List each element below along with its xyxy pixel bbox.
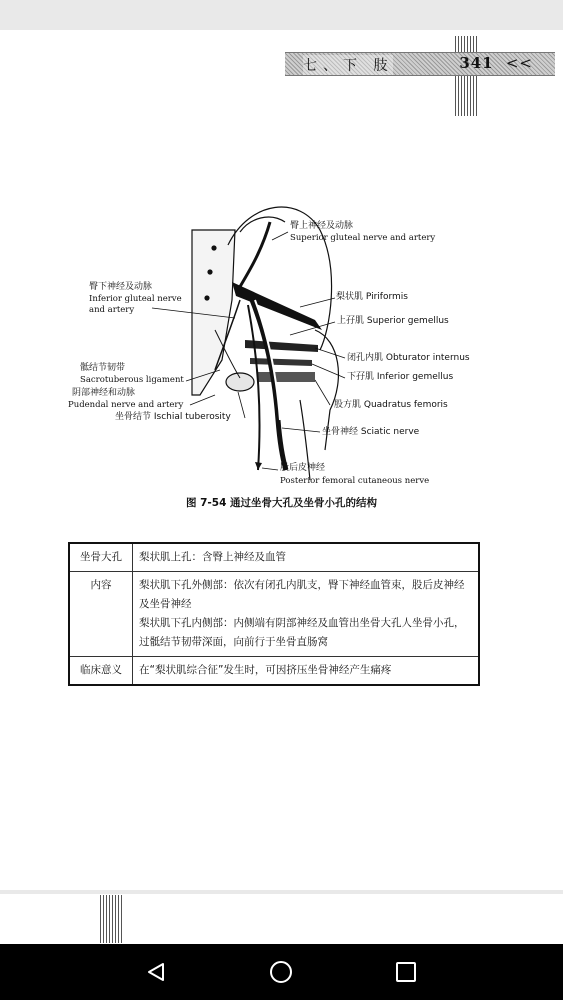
label-post-femoral-en: Posterior femoral cutaneous nerve xyxy=(280,476,430,486)
next-page-strip xyxy=(0,894,563,944)
label-inf-gluteal-cn: 臀下神经及动脉 xyxy=(89,282,153,292)
table-value: 梨状肌上孔：含臀上神经及血管 xyxy=(133,543,480,572)
label-inf-gluteal-en2: and artery xyxy=(89,305,135,315)
home-button[interactable] xyxy=(251,944,311,1000)
label-inf-gluteal-en1: Inferior gluteal nerve xyxy=(89,294,182,304)
label-pudendal-cn: 阴部神经和动脉 xyxy=(72,388,136,398)
label-sacrotuberous-cn: 骶结节韧带 xyxy=(80,363,126,373)
table-row xyxy=(69,543,479,572)
label-inferior-gemellus: 下孖肌 Inferior gemellus xyxy=(347,372,454,382)
label-ischial-tuberosity: 坐骨结节 Ischial tuberosity xyxy=(115,412,231,422)
table-value: 梨状肌下孔外侧部：依次有闭孔内肌支，臀下神经血管束，股后皮神经及坐骨神经 梨状肌下孔内侧部：内侧端有阴部神经及血管出坐骨大孔人坐骨小孔，过骶结节韧带深面，向前行于坐骨直肠窝 xyxy=(133,572,480,657)
table-key: 内容 xyxy=(69,572,133,657)
square-recents-icon xyxy=(395,961,417,983)
table-row xyxy=(69,657,479,686)
label-sciatic-nerve: 坐骨神经 Sciatic nerve xyxy=(322,427,420,437)
triangle-back-icon xyxy=(145,961,167,983)
scan-marks-bottom xyxy=(100,895,122,943)
label-post-femoral-cn: 股后皮神经 xyxy=(280,463,326,473)
table-key: 坐骨大孔 xyxy=(69,543,133,572)
header-section: 七、下 肢 xyxy=(303,55,393,75)
header-page-number: 341 << xyxy=(459,54,533,72)
label-piriformis: 梨状肌 Piriformis xyxy=(336,292,408,302)
back-button[interactable] xyxy=(126,944,186,1000)
android-nav-bar xyxy=(0,944,563,1000)
label-superior-gemellus: 上孖肌 Superior gemellus xyxy=(337,316,449,326)
label-sup-gluteal-cn: 臀上神经及动脉 xyxy=(290,221,354,231)
recents-button[interactable] xyxy=(376,944,436,1000)
table-value: 在“梨状肌综合征”发生时，可因挤压坐骨神经产生痛疼 xyxy=(133,657,480,686)
label-pudendal-en: Pudendal nerve and artery xyxy=(68,400,184,410)
figure-caption: 图 7-54 通过坐骨大孔及坐骨小孔的结构 xyxy=(185,497,378,509)
info-table xyxy=(68,542,480,686)
label-quadratus-femoris: 股方肌 Quadratus femoris xyxy=(334,400,448,410)
label-obturator-internus: 闭孔内肌 Obturator internus xyxy=(347,353,470,363)
label-sacrotuberous-en: Sacrotuberous ligament xyxy=(80,375,184,385)
circle-home-icon xyxy=(269,960,293,984)
table-key: 临床意义 xyxy=(69,657,133,686)
table-row xyxy=(69,572,479,657)
label-sup-gluteal-en: Superior gluteal nerve and artery xyxy=(290,233,436,243)
